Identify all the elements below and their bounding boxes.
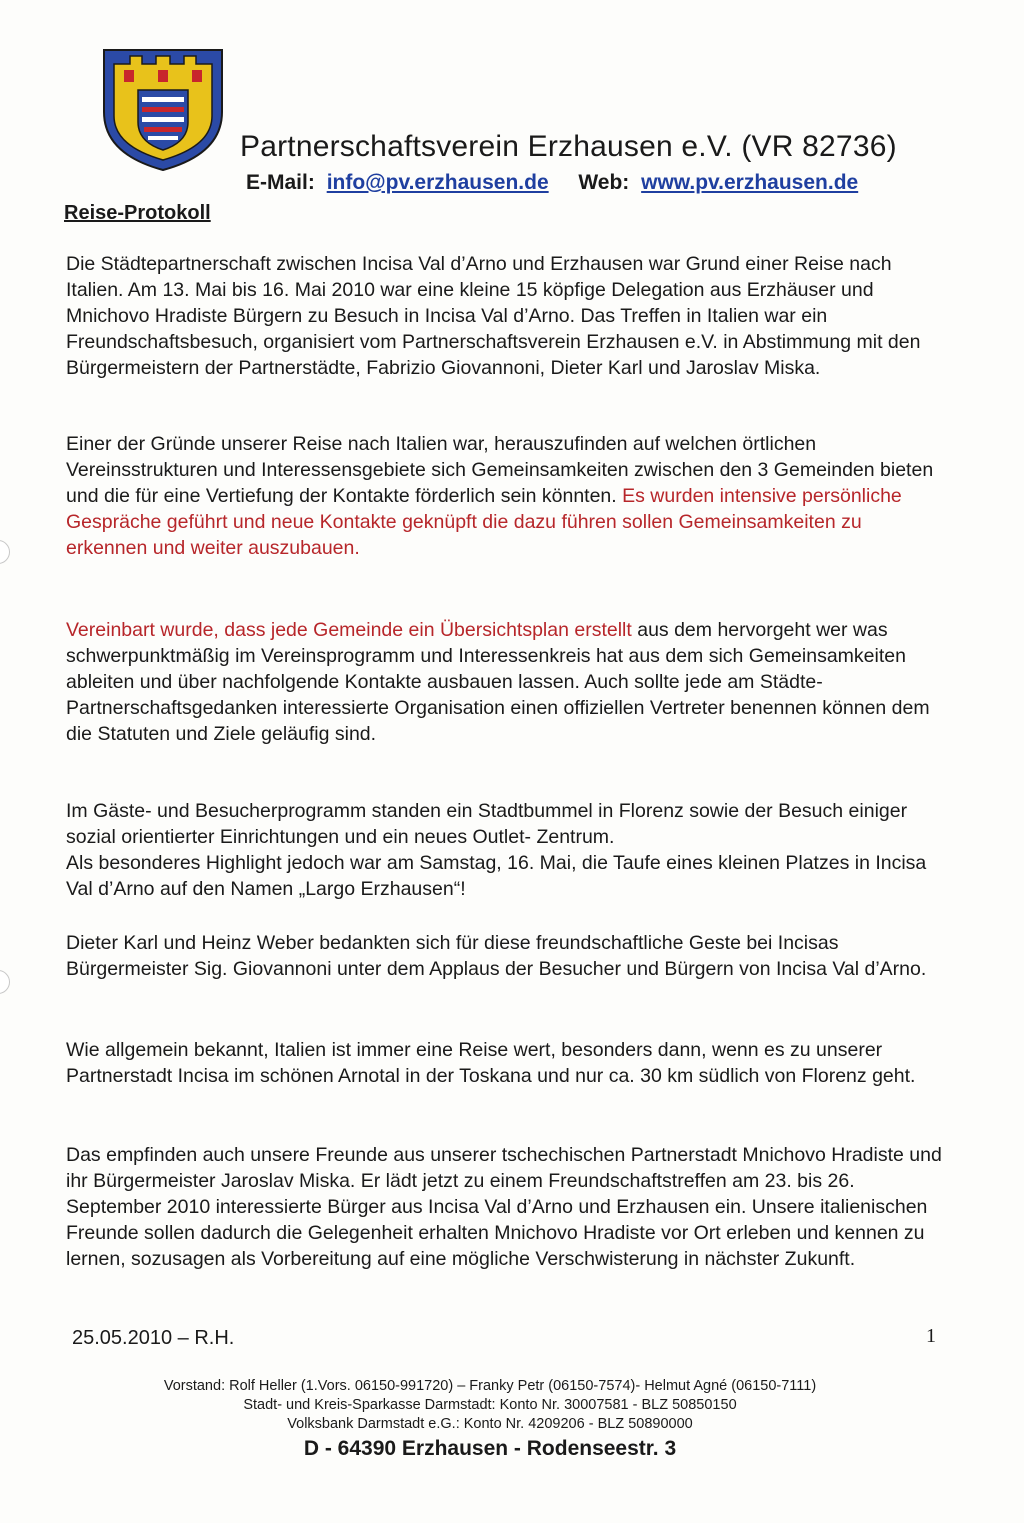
paragraph-text: Das empfinden auch unsere Freunde aus unserer tschechischen Partnerstadt Mnichovo Hradiste und ihr Bürgermeister Jaroslav Miska. Er lädt jetzt zu einem Freundschaftstreffen am 23. bis 26. September 2010 interessierte Bürger aus Incisa Val d’Arno und Erzhausen ein. Unsere italienischen Freunde sollen dadurch die Gelegenheit erhalten Mnichovo Hradiste vor Ort erleben und kennen zu lernen, sozusagen als Vorbereitung auf eine mögliche Verschwisterung in nächster Zukunft. [66,1144,942,1270]
footer-bank-line: Volksbank Darmstadt e.G.: Konto Nr. 4209206 - BLZ 50890000 [287,1416,693,1432]
paragraph-program [66,798,946,902]
letterhead-footer [60,1377,920,1462]
highlighted-text: Es wurden intensive persönliche Gespräche geführt und neue Kontakte geknüpft die dazu führen sollen Gemeinsamkeiten zu erkennen und weiter auszubauen. [66,485,902,559]
page-number: 1 [926,1325,936,1347]
paragraph-agreement [66,617,946,747]
punch-hole-decoration [0,540,10,564]
footer-board-line: Vorstand: Rolf Heller (1.Vors. 06150-991720) – Franky Petr (06150-7574)- Helmut Agné (06150-7111) [163,1378,817,1394]
footer-bank-line: Stadt- und Kreis-Sparkasse Darmstadt: Konto Nr. 30007581 - BLZ 50850150 [243,1397,737,1413]
coat-of-arms-icon [100,42,226,174]
footer-address: D - 64390 Erzhausen - Rodenseestr. 3 [303,1437,677,1460]
web-link[interactable]: www.pv.erzhausen.de [641,171,859,194]
paragraph-text: Wie allgemein bekannt, Italien ist immer eine Reise wert, besonders dann, wenn es zu unserer Partnerstadt Incisa im schönen Arnotal in der Toskana und nur ca. 30 km südlich von Florenz geht. [66,1039,916,1087]
paragraph-text: Als besonderes Highlight jedoch war am Samstag, 16. Mai, die Taufe eines kleinen Platzes in Incisa Val d’Arno auf den Namen „Largo Erzhausen“! [66,852,927,900]
web-label: Web: [578,171,630,194]
paragraph-italy [66,1037,946,1089]
paragraph-text: Die Städtepartnerschaft zwischen Incisa Val d’Arno und Erzhausen war Grund einer Reise nach Italien. Am 13. Mai bis 16. Mai 2010 war eine kleine 15 köpfige Delegation aus Erzhäuser und Mnichovo Hradiste Bürgern zu Besuch in Incisa Val d’Arno. Das Treffen in Italien war ein Freundschaftsbesuch, organisiert vom Partnerschaftsverein Erzhausen e.V. in Abstimmung mit den Bürgermeistern der Partnerstädte, Fabrizio Giovannoni, Dieter Karl und Jaroslav Miska. [66,253,921,379]
organization-name: Partnerschaftsverein Erzhausen e.V. (VR 82736) [240,130,897,163]
email-label: E-Mail: [246,171,315,194]
paragraph-invitation [66,1142,946,1272]
email-link[interactable]: info@pv.erzhausen.de [326,171,549,194]
paragraph-text: Im Gäste- und Besucherprogramm standen ein Stadtbummel in Florenz sowie der Besuch einiger sozial orientierter Einrichtungen und ein neues Outlet- Zentrum. [66,800,908,848]
paragraph-intro [66,251,946,381]
punch-hole-decoration [0,970,10,994]
paragraph-thanks [66,930,946,982]
paragraph-text: Dieter Karl und Heinz Weber bedankten sich für diese freundschaftliche Geste bei Incisas Bürgermeister Sig. Giovannoni unter dem Applaus der Besucher und Bürgern von Incisa Val d’Arno. [66,932,927,980]
contact-line [246,171,858,195]
highlighted-text: Vereinbart wurde, dass jede Gemeinde ein Übersichtsplan erstellt [66,619,632,641]
paragraph-reasons [66,431,946,561]
document-title: Reise-Protokoll [64,202,211,224]
date-signature: 25.05.2010 – R.H. [72,1327,235,1349]
paragraph-text: Einer der Gründe unserer Reise nach Italien war, herauszufinden auf welchen örtlichen Vereinsstrukturen und Interessensgebiete sich Gemeinsamkeiten zwischen den 3 Gemeinden bieten und die für eine Vertiefung der Kontakte förderlich sein könnten. [66,433,934,507]
paragraph-text: aus dem hervorgeht wer was schwerpunktmäßig im Vereinsprogramm und Interessenkreis hat aus dem sich Gemeinsamkeiten ableiten und über nachfolgende Kontakte ausbauen lassen. Auch sollte jede am Städte-Partnerschaftsgedanken interessierte Organisation einen offiziellen Vertreter benennen können dem die Statuten und Ziele geläufig sind. [66,619,930,745]
